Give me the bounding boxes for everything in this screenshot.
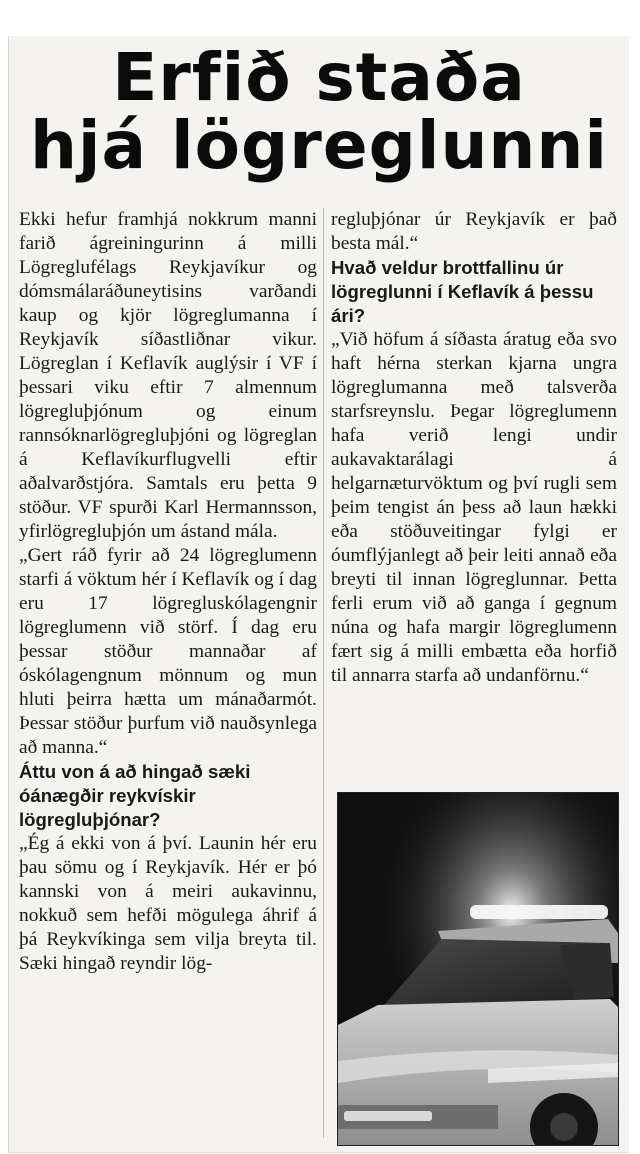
paragraph-quote-1: „Gert ráð fyrir að 24 lögreglumenn starfi á vöktum hér í Keflavík og í dag eru 17 lögregluskólagengnir lögreglumenn við störf. Í dag eru þessar stöður mannaðar af óskólagengnum mönnum og mun hluti þeirra hætta um mánaðarmót. Þessar stöður þurfum við nauðsynlega að manna.“ bbox=[19, 545, 317, 758]
headline-line-2: hjá lögreglunni bbox=[29, 107, 609, 184]
interview-question-2: Hvað veldur brottfallinu úr lögreglunni í Keflavík á þessu ári? bbox=[331, 257, 594, 326]
newspaper-clipping bbox=[8, 36, 629, 1153]
column-divider bbox=[323, 208, 324, 1138]
interview-question-1: Áttu von á að hingað sæki óánægðir reykvískir lögregluþjónar? bbox=[19, 761, 251, 830]
paragraph-answer-1: „Ég á ekki von á því. Launin hér eru þau sömu og í Reykjavík. Hér er þó kannski von á meiri aukavinnu, nokkuð sem hefði mögulega áhrif á þá Reykvíkinga sem vilja breyta til. Sæki hingað reyndir lög- bbox=[19, 833, 317, 974]
police-car-photo bbox=[337, 792, 619, 1146]
police-car-illustration bbox=[338, 793, 618, 1145]
article-column-right bbox=[331, 208, 617, 688]
article-headline bbox=[9, 39, 629, 184]
headline-line-1: Erfið staða bbox=[112, 39, 526, 116]
paragraph-answer-1-cont: regluþjónar úr Reykjavík er það besta mál.“ bbox=[331, 209, 617, 254]
paragraph-answer-2: „Við höfum á síðasta áratug eða svo haft hérna sterkan kjarna ungra lögreglumanna með talsverða starfsreynslu. Þegar lögreglumenn hafa verið lengi undir aukavaktarálagi á helgarnæturvöktum og því rugli sem þeim tengist án þess að laun hækki eða stöðuveitingar fylgi er óumflýjanlegt að þeir leiti annað eða breyti til innan lögreglunnar. Þetta ferli erum við að ganga í gegnum núna og hafa margir lögreglumenn fært sig á milli embætta eða horfið til annarra starfa að undanförnu.“ bbox=[331, 329, 617, 686]
article-column-left bbox=[19, 208, 317, 976]
paragraph-intro: Ekki hefur framhjá nokkrum manni farið ágreiningurinn á milli Lögreglufélags Reykjavíkur og dómsmálaráðuneytisins varðandi kaup og kjör lögreglumanna í Reykjavík síðastliðnar vikur. Lögreglan í Keflavík auglýsir í VF í þessari viku eftir 7 almennum lögregluþjónum og einum rannsóknarlögregluþjóni og lögreglan á Keflavíkurflugvelli eftir aðalvarðstjóra. Samtals eru þetta 9 stöður. VF spurði Karl Hermannsson, yfirlögregluþjón um ástand mála. bbox=[19, 209, 317, 542]
